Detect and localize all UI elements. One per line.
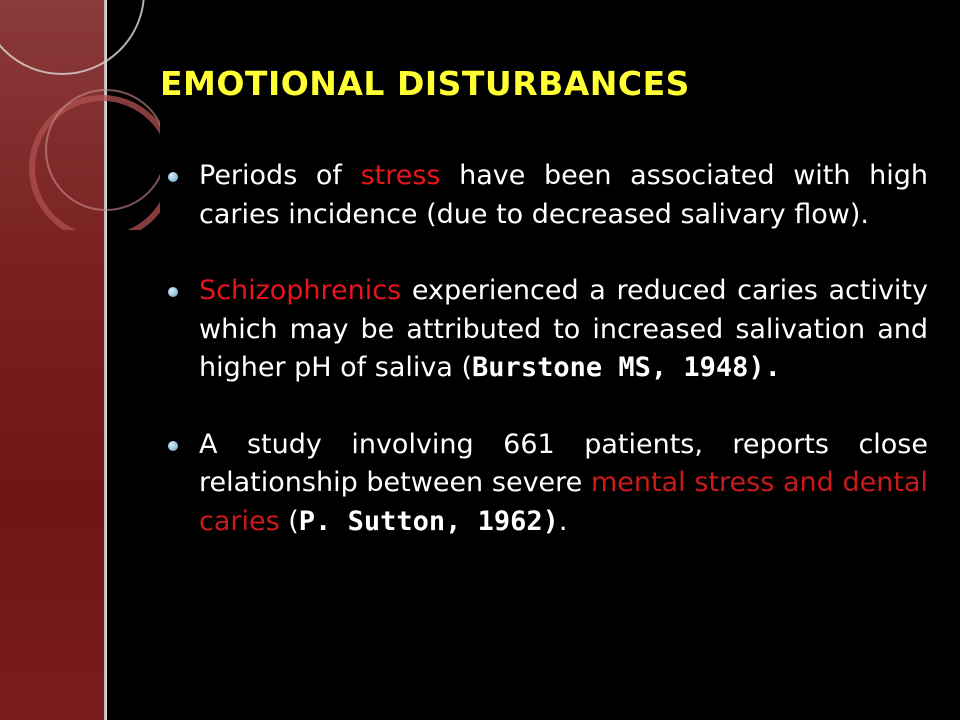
citation-text: Burstone MS, 1948). xyxy=(472,352,781,383)
highlight-text: Schizophrenics xyxy=(199,275,402,306)
bullet-icon xyxy=(168,287,178,297)
bullet-text: ( xyxy=(279,505,299,537)
bullet-icon xyxy=(168,441,178,451)
bullet-text: have been associated with high caries incidence (due to decreased salivary flow). xyxy=(199,160,928,230)
citation-text: P. Sutton, 1962) xyxy=(298,505,559,537)
bullet-item-schizophrenics xyxy=(166,272,928,388)
bullet-list xyxy=(166,157,928,541)
highlight-text: mental stress and dental caries xyxy=(199,467,929,537)
bullet-text: experienced a reduced caries activity which may be attributed to increased salivation and higher pH of saliva ( xyxy=(199,275,928,383)
bullet-text: Periods of xyxy=(199,160,361,191)
bullet-item-study xyxy=(166,426,928,542)
slide-title: EMOTIONAL DISTURBANCES xyxy=(160,64,690,103)
bullet-text: . xyxy=(558,505,568,537)
bullet-icon xyxy=(168,172,178,182)
decorative-circles-icon xyxy=(0,0,160,230)
bullet-text: A study involving 661 patients, reports close relationship between severe xyxy=(199,428,928,498)
bullet-item-stress xyxy=(166,157,928,234)
highlight-text: stress xyxy=(360,160,441,191)
